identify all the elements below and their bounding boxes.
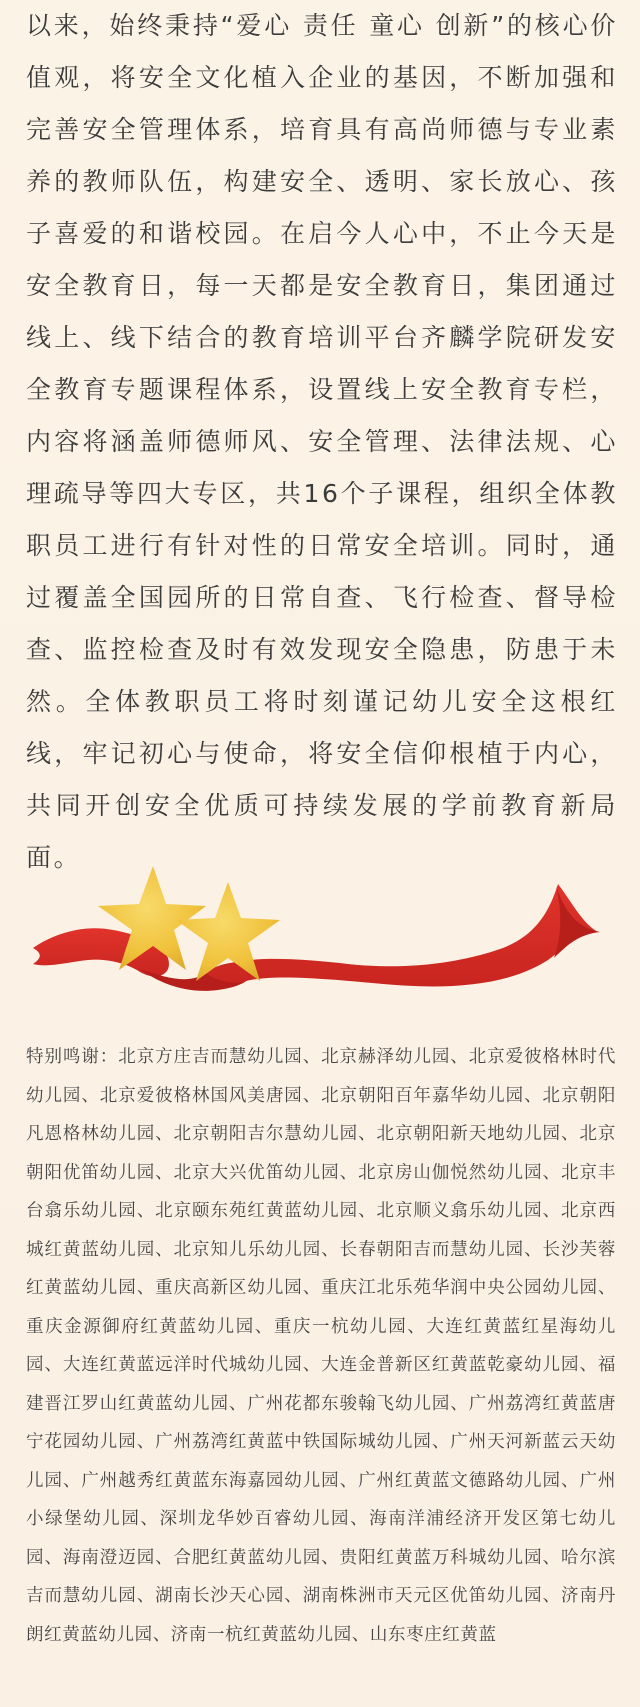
ribbon-decoration [28,866,618,1006]
red-ribbon-icon [33,884,600,991]
acknowledgement-text: 特别鸣谢：北京方庄吉而慧幼儿园、北京赫泽幼儿园、北京爱彼格林时代幼儿园、北京爱彼格林国风美唐园、北京朝阳百年嘉华幼儿园、北京朝阳凡恩格林幼儿园、北京朝阳吉尔慧幼儿园、北京朝阳新天地幼儿园、北京朝阳优笛幼儿园、北京大兴优笛幼儿园、北京房山伽悦然幼儿园、北京丰台翕乐幼儿园、北京颐东苑红黄蓝幼儿园、北京顺义翕乐幼儿园、北京西城红黄蓝幼儿园、北京知儿乐幼儿园、长春朝阳吉而慧幼儿园、长沙芙蓉红黄蓝幼儿园、重庆高新区幼儿园、重庆江北乐苑华润中央公园幼儿园、重庆金源御府红黄蓝幼儿园、重庆一杭幼儿园、大连红黄蓝红星海幼儿园、大连红黄蓝远洋时代城幼儿园、大连金普新区红黄蓝乾豪幼儿园、福建晋江罗山红黄蓝幼儿园、广州花都东骏翰飞幼儿园、广州荔湾红黄蓝唐宁花园幼儿园、广州荔湾红黄蓝中铁国际城幼儿园、广州天河新蓝云天幼儿园、广州越秀红黄蓝东海嘉园幼儿园、广州红黄蓝文德路幼儿园、广州小绿堡幼儿园、深圳龙华妙百睿幼儿园、海南洋浦经济开发区第七幼儿园、海南澄迈园、合肥红黄蓝幼儿园、贵阳红黄蓝万科城幼儿园、哈尔滨吉而慧幼儿园、湖南长沙天心园、湖南株洲市天元区优笛幼儿园、济南丹朗红黄蓝幼儿园、济南一杭红黄蓝幼儿园、山东枣庄红黄蓝 [26,1047,616,1645]
article-body [26,0,618,884]
article-paragraph: 以来，始终秉持“爱心 责任 童心 创新”的核心价值观，将安全文化植入企业的基因，不断加强和完善安全管理体系，培育具有高尚师德与专业素养的教师队伍，构建安全、透明、家长放心、孩子喜爱的和谐校园。在启今人心中，不止今天是安全教育日，每一天都是安全教育日，集团通过线上、线下结合的教育培训平台齐麟学院研发安全教育专题课程体系，设置线上安全教育专栏，内容将涵盖师德师风、安全管理、法律法规、心理疏导等四大专区，共16个子课程，组织全体教职员工进行有针对性的日常安全培训。同时，通过覆盖全国园所的日常自查、飞行检查、督导检查、监控检查及时有效发现安全隐患，防患于未然。全体教职员工将时刻谨记幼儿安全这根红线，牢记初心与使命，将安全信仰根植于内心，共同开创安全优质可持续发展的学前教育新局面。 [26,11,618,872]
acknowledgement-section [26,1038,616,1654]
